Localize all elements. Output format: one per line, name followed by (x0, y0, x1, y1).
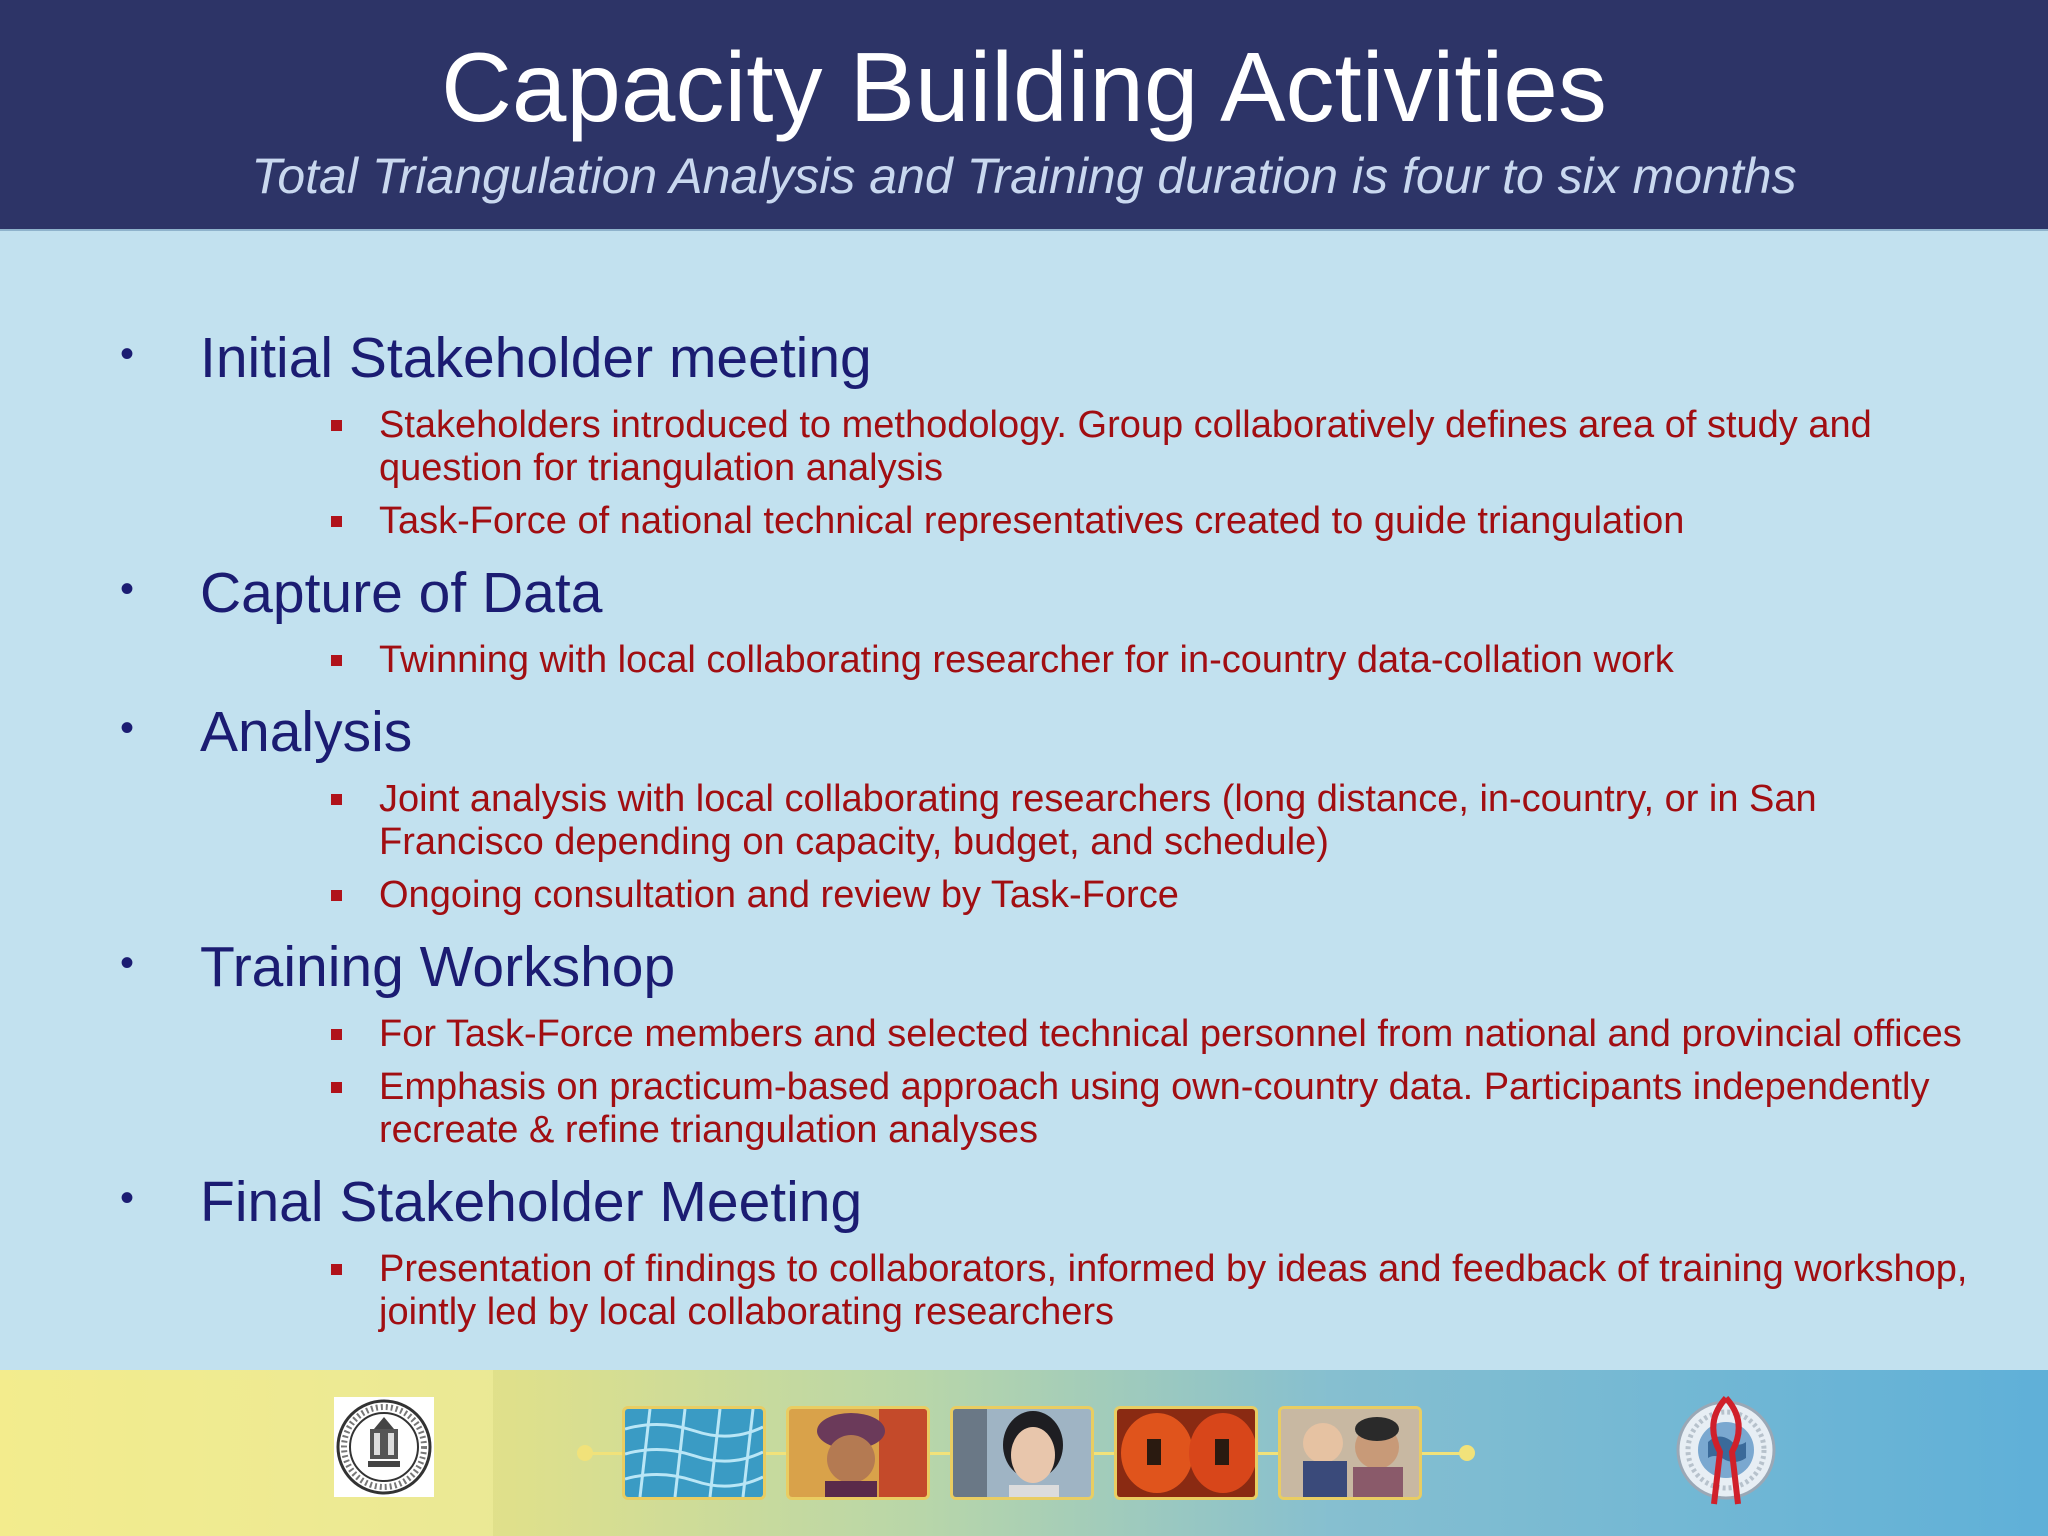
lantern-photo (1114, 1406, 1258, 1500)
globe-ribbon-logo-icon (1674, 1392, 1778, 1508)
water-grid-photo (622, 1406, 766, 1500)
sub-bullet-text: Joint analysis with local collaborating researchers (long distance, in-country, or in San Francisco depending on capacity, budget, and schedule) (379, 778, 1817, 863)
bullet-icon: • (120, 332, 135, 376)
section-heading-label: Initial Stakeholder meeting (200, 326, 872, 390)
section-final-stakeholder-meeting (0, 1162, 2048, 1334)
square-bullet-icon (331, 1029, 342, 1040)
university-seal-icon (334, 1397, 434, 1497)
sub-bullet (0, 874, 2048, 917)
sub-bullet-text: Twinning with local collaborating researcher for in-country data-collation work (379, 639, 1674, 681)
square-bullet-icon (331, 655, 342, 666)
sub-bullet-text: Stakeholders introduced to methodology. Group collaboratively defines area of study and question for triangulation analysis (379, 404, 1872, 489)
square-bullet-icon (331, 516, 342, 527)
sub-bullet (0, 500, 2048, 543)
sub-bullet-text: Presentation of findings to collaborators, informed by ideas and feedback of training workshop, jointly led by local collaborating researchers (379, 1248, 1968, 1333)
square-bullet-icon (331, 890, 342, 901)
sub-bullet-text: For Task-Force members and selected technical personnel from national and provincial offices (379, 1013, 1962, 1055)
section-capture-of-data (0, 553, 2048, 682)
square-bullet-icon (331, 1082, 342, 1093)
sub-bullet-text: Ongoing consultation and review by Task-Force (379, 874, 1179, 916)
slide-content (0, 318, 2048, 1344)
strip-dot-right (1459, 1445, 1475, 1461)
sub-bullet (0, 1066, 2048, 1152)
section-training-workshop (0, 927, 2048, 1152)
woman-portrait-photo (950, 1406, 1094, 1500)
slide-title: Capacity Building Activities (441, 32, 1607, 142)
sub-bullet (0, 1013, 2048, 1056)
bullet-icon: • (120, 567, 135, 611)
section-heading-label: Analysis (200, 700, 413, 764)
section-initial-stakeholder-meeting (0, 318, 2048, 543)
section-heading-label: Training Workshop (200, 935, 676, 999)
bullet-icon: • (120, 706, 135, 750)
slide-header (0, 0, 2048, 231)
section-heading-label: Capture of Data (200, 561, 603, 625)
section-heading (0, 553, 2048, 633)
section-analysis (0, 692, 2048, 917)
square-bullet-icon (331, 1264, 342, 1275)
smiling-woman-photo (786, 1406, 930, 1500)
bullet-icon: • (120, 941, 135, 985)
sub-bullet (0, 639, 2048, 682)
section-heading (0, 1162, 2048, 1242)
sub-bullet-text: Emphasis on practicum-based approach using own-country data. Participants independently recreate & refine triangulation analyses (379, 1066, 1930, 1151)
sub-bullet (0, 404, 2048, 490)
strip-dot-left (577, 1445, 593, 1461)
square-bullet-icon (331, 420, 342, 431)
slide-footer (0, 1370, 2048, 1536)
square-bullet-icon (331, 794, 342, 805)
slide-subtitle: Total Triangulation Analysis and Training duration is four to six months (251, 148, 1797, 204)
section-heading (0, 927, 2048, 1007)
grandmother-child-photo (1278, 1406, 1422, 1500)
section-heading (0, 318, 2048, 398)
sub-bullet-text: Task-Force of national technical representatives created to guide triangulation (379, 500, 1685, 542)
section-heading-label: Final Stakeholder Meeting (200, 1170, 863, 1234)
sub-bullet (0, 778, 2048, 864)
section-heading (0, 692, 2048, 772)
sub-bullet (0, 1248, 2048, 1334)
bullet-icon: • (120, 1176, 135, 1220)
